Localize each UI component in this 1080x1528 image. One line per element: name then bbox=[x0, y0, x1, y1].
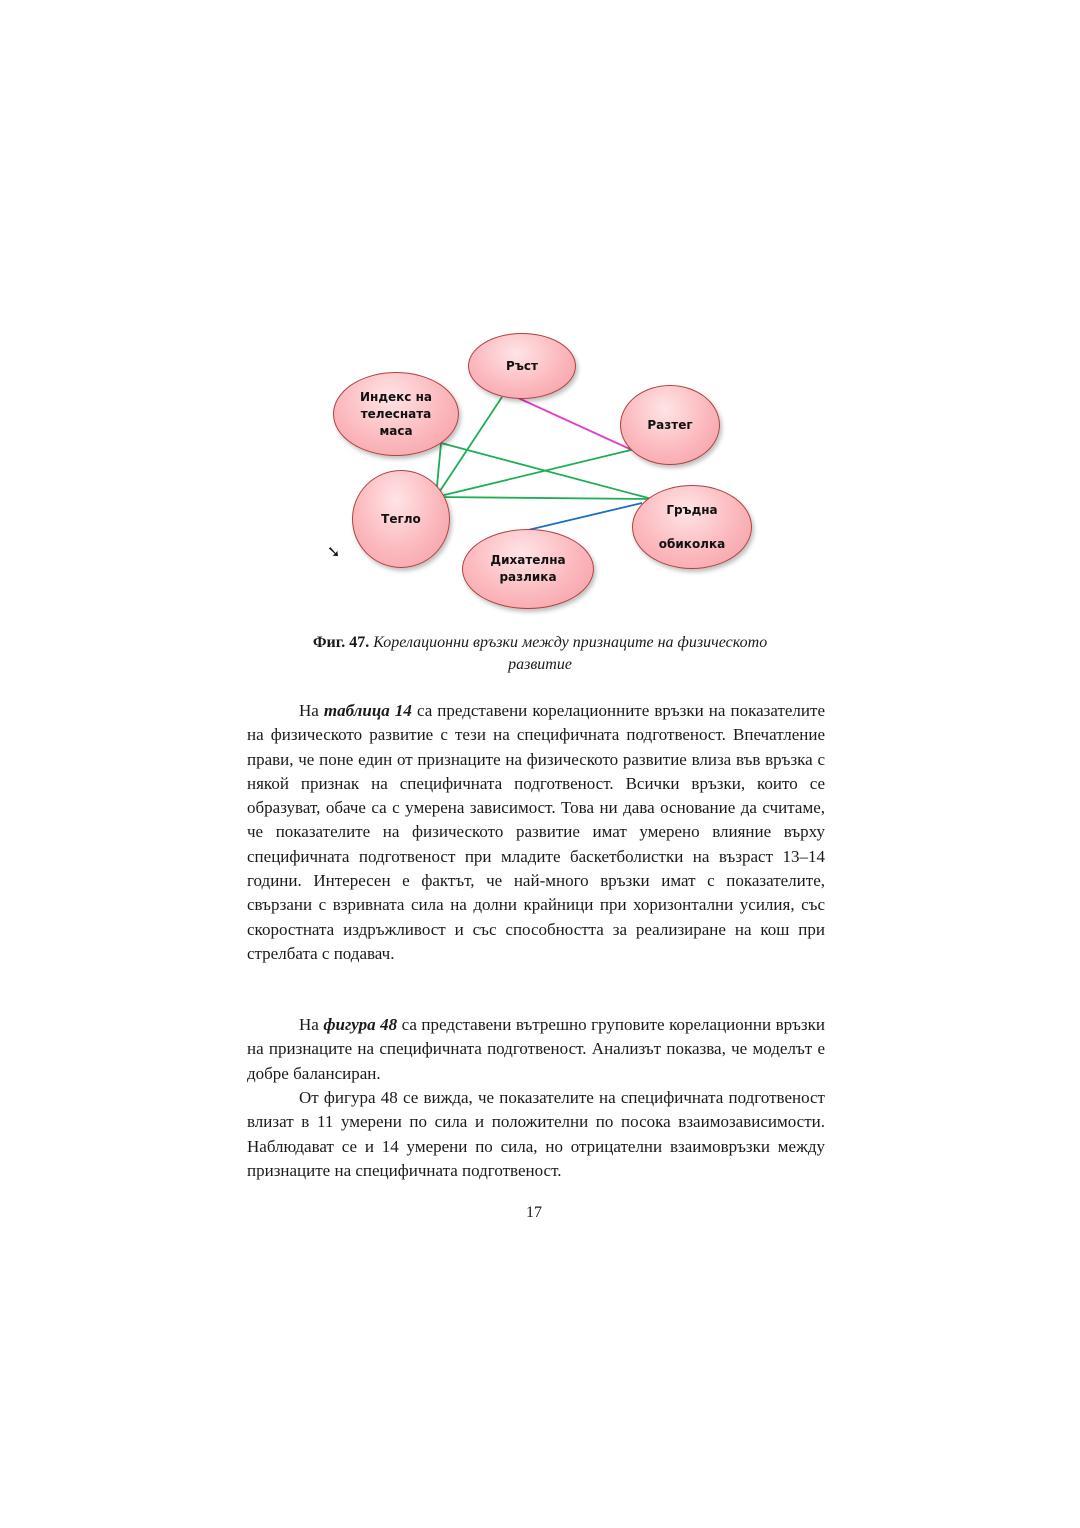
node-height: Ръст bbox=[468, 333, 576, 399]
paragraph-3: От фигура 48 се вижда, че показателите на специфичната подготвеност влизат в 11 умерени по сила и положителни по посока взаимозависимости. Наблюдават се и 14 умерени по сила, но отрицателни взаимовръзки между признаците на специфичната подготвеност. bbox=[247, 1088, 825, 1180]
edge-breath-chest bbox=[528, 503, 642, 530]
node-bmi: Индекс на телесната маса bbox=[333, 372, 459, 456]
figure-reference: фигура 48 bbox=[323, 1015, 398, 1034]
paragraph-1: На таблица 14 са представени корелационните връзки на показателите на физическото развитие с тези на специфичната подготвеност. Впечатление прави, че поне един от признаците на физическото развитие влиза във връзка с някой признак на специфичната подготвеност. Всички връзки, които се образуват, обаче са с умерена зависимост. Това ни дава основание да считаме, че показателите на физическото развитие имат умерено влияние върху специфичната подготвеност при младите баскетболистки на възраст 13–14 години. Интересен е фактът, че най-много връзки имат с показателите, свързани с взривната сила на долни крайници при хоризонтални усилия, със скоростната издръжливост и със способността за реализиране на кош при стрелбата с подавач. bbox=[247, 701, 825, 963]
paragraph-2: На фигура 48 са представени вътрешно груповите корелационни връзки на признаците на специфичната подготвеност. Анализът показва, че моделът е добре балансиран. bbox=[247, 1015, 825, 1083]
mouse-cursor-icon: ➘ bbox=[327, 542, 341, 561]
node-stretch: Разтег bbox=[620, 385, 720, 465]
correlation-diagram bbox=[320, 325, 760, 615]
node-chest: Гръдна обиколка bbox=[632, 485, 752, 569]
caption-text: Корелационни връзки между признаците на физическото развитие bbox=[373, 634, 768, 673]
node-weight: Тегло bbox=[352, 470, 450, 568]
table-reference: таблица 14 bbox=[323, 701, 412, 720]
caption-label: Фиг. 47. bbox=[312, 634, 370, 651]
edge-weight-chest bbox=[436, 497, 652, 499]
node-breath: Дихателна разлика bbox=[462, 529, 594, 609]
page-number: 17 bbox=[526, 1204, 542, 1221]
edge-weight-stretch bbox=[436, 449, 635, 497]
figure-caption bbox=[290, 632, 790, 676]
edge-height-stretch bbox=[516, 397, 632, 450]
